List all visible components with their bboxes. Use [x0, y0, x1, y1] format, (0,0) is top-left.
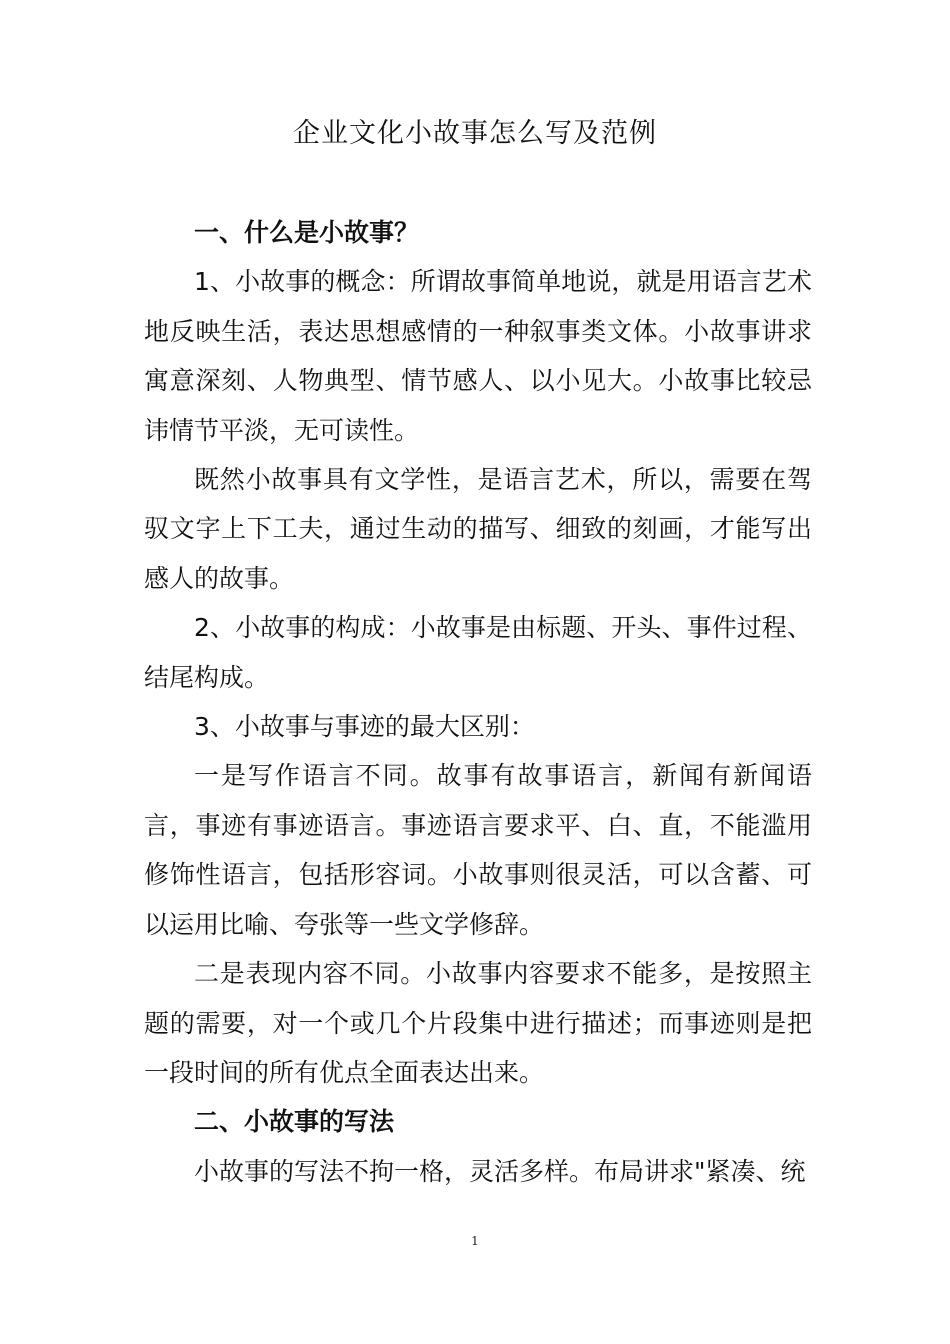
- document-body: [144, 208, 812, 1196]
- paragraph-concept: 1、小故事的概念：所谓故事简单地说，就是用语言艺术地反映生活，表达思想感情的一种叙事类文体。小故事讲求寓意深刻、人物典型、情节感人、以小见大。小故事比较忌讳情节平淡，无可读性。: [144, 267, 812, 445]
- section-heading-1: 一、什么是小故事？: [194, 218, 420, 247]
- page-number: 1: [471, 1234, 479, 1248]
- document-title: 企业文化小故事怎么写及范例: [293, 118, 657, 149]
- paragraph-structure: 2、小故事的构成：小故事是由标题、开头、事件过程、结尾构成。: [144, 613, 812, 692]
- paragraph-difference-intro: 3、小故事与事迹的最大区别：: [194, 712, 535, 742]
- paragraph-writing-method: 小故事的写法不拘一格，灵活多样。布局讲求"紧凑、统: [194, 1156, 806, 1186]
- section-heading-2: 二、小故事的写法: [194, 1107, 395, 1137]
- paragraph-literary: 既然小故事具有文学性，是语言艺术，所以，需要在驾驭文字上下工夫，通过生动的描写、细致的刻画，才能写出感人的故事。: [144, 465, 812, 593]
- paragraph-difference-content: 二是表现内容不同。小故事内容要求不能多，是按照主题的需要，对一个或几个片段集中进行描述；而事迹则是把一段时间的所有优点全面表达出来。: [144, 959, 812, 1087]
- paragraph-difference-language: 一是写作语言不同。故事有故事语言，新闻有新闻语言，事迹有事迹语言。事迹语言要求平、白、直，不能滥用修饰性语言，包括形容词。小故事则很灵活，可以含蓄、可以运用比喻、夸张等一些文学修辞。: [144, 761, 812, 939]
